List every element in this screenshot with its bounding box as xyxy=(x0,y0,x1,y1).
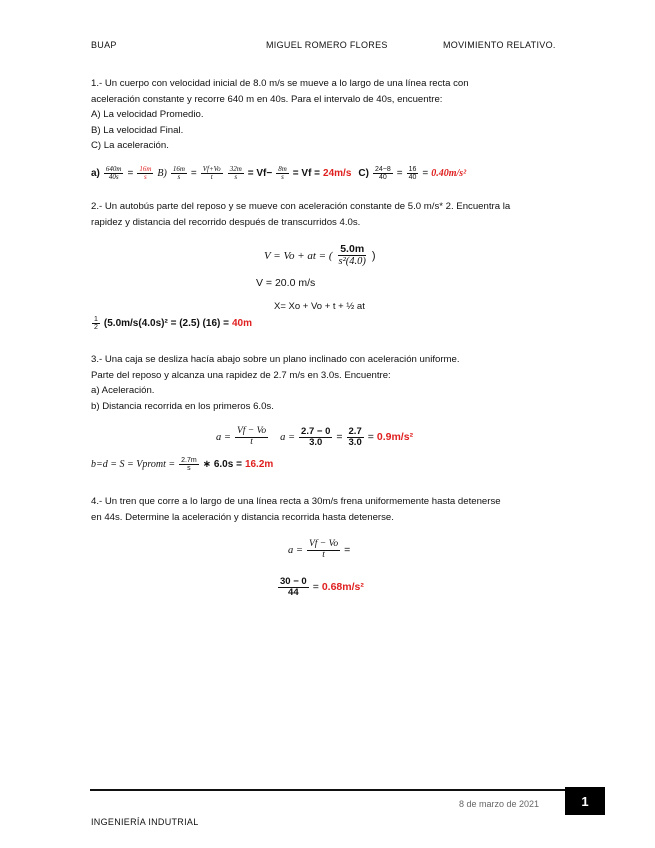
p1-item-a: A) La velocidad Promedio. xyxy=(91,109,204,120)
p3-eq-a1: a = xyxy=(216,431,231,443)
header-center: MIGUEL ROMERO FLORES xyxy=(266,40,388,50)
p1-frac-7: $\frac{24-8}{40}$ xyxy=(374,166,391,182)
p3-frac-3: $\frac{2.7}{3.0}$ xyxy=(348,426,362,448)
p1-frac-6: $\frac{8m}{s}$ xyxy=(278,165,287,182)
p3-eq-b2: ∗ 6.0s = xyxy=(202,459,242,471)
p1-item-c: C) La aceleración. xyxy=(91,140,169,151)
p2-line1: 2.- Un autobús parte del reposo y se mueve con aceleración constante de 5.0 m/s* 2. Encuentra la xyxy=(91,201,511,212)
header-left: BUAP xyxy=(91,40,117,50)
p1-frac-8: $\frac{16}{40}$ xyxy=(408,166,417,182)
p3-eq-b1: b=d = S = Vpromt = xyxy=(91,459,176,471)
p3-frac-1: $\frac{Vf - Vo}{t}$ xyxy=(236,426,267,447)
p3-frac-4: $\frac{2.7m}{s}$ xyxy=(181,457,197,473)
p2-eq4-frac: $\frac{1}{2}$ xyxy=(94,316,98,332)
p2-eq1-close: ) xyxy=(371,249,376,262)
p3-frac-2: $\frac{2.7 - 0}{3.0}$ xyxy=(301,426,331,448)
p3-line1: 3.- Una caja se desliza hacía abajo sobre un plano inclinado con aceleración uniforme. xyxy=(91,354,460,365)
p4-eq1-right: = xyxy=(344,544,351,557)
p2-eq4-answer: 40m xyxy=(231,318,252,330)
p2-eq1 xyxy=(264,244,376,267)
p1-label-a: a) xyxy=(91,168,100,180)
p1-line2: aceleración constante y recorre 640 m en 40s. Para el intervalo de 40s, encuentre: xyxy=(91,94,443,105)
p3-item-a: a) Aceleración. xyxy=(91,385,155,396)
p1-frac-5: $\frac{32m}{s}$ xyxy=(229,165,242,182)
footer-rule xyxy=(90,789,565,791)
header-right: MOVIMIENTO RELATIVO. xyxy=(443,40,556,50)
p4-eq2: $\frac{30 - 0}{44}$ = 0.68m/s² xyxy=(280,576,364,598)
p2-eq4-body: (5.0m/s(4.0s)² = (2.5) (16) = xyxy=(103,318,229,330)
p4-eq1 xyxy=(288,540,350,561)
p2-eq4 xyxy=(91,316,252,332)
p1-vf-text: = Vf− xyxy=(247,168,273,180)
p3-eq-b xyxy=(91,457,273,473)
p4-frac-2: $\frac{30 - 0}{44}$ xyxy=(280,576,307,598)
p1-vf-eq: = Vf = xyxy=(292,168,321,180)
p3-line2: Parte del reposo y alcanza una rapidez de 2.7 m/s en 3.0s. Encuentre: xyxy=(91,370,391,381)
p1-frac-4: $\frac{Vf+Vo}{t}$ xyxy=(202,165,221,182)
p1-label-b: B) xyxy=(157,168,167,180)
p3-item-b: b) Distancia recorrida en los primeros 6.0s. xyxy=(91,401,274,412)
p3-a-answer: 0.9m/s² xyxy=(376,431,414,444)
p1-solution: a) $\frac{640m}{40s}$ = $\frac{16m}{s}$ B) $\frac{16m}{s}$ = $\frac{Vf+Vo}{t}$ $\frac{32m}{s}$ = Vf− $\frac{8m}{s}$ = Vf = 24m/s C) $\frac{24-8}{40}$ = $\frac{16}{40}$ = 0.40m/s² xyxy=(91,165,467,182)
p1-label-c: C) xyxy=(358,168,369,180)
p2-eq2: V = 20.0 m/s xyxy=(256,277,316,289)
p1-c-answer: 0.40m/s² xyxy=(431,168,467,180)
p4-line1: 4.- Un tren que corre a lo largo de una línea recta a 30m/s frena uniformemente hasta detenerse xyxy=(91,496,501,507)
p4-eq1-left: a = xyxy=(288,544,303,556)
p1-frac-1: $\frac{640m}{40s}$ xyxy=(105,165,122,182)
page-number: 1 xyxy=(565,787,605,815)
p2-eq1-left: V = Vo + at = ( xyxy=(264,249,333,262)
p3-eq-a: a = $\frac{Vf - Vo}{t}$ a = $\frac{2.7 - 0}{3.0}$ = $\frac{2.7}{3.0}$ = 0.9m/s² xyxy=(216,426,414,448)
p3-b-answer: 16.2m xyxy=(244,459,274,471)
p3-eq-a2: a = xyxy=(280,431,296,443)
p2-eq1-frac: $\frac{5.0m}{\text{s²(4.0)}}$ xyxy=(338,243,366,268)
p1-vf-answer: 24m/s xyxy=(323,168,352,180)
p2-line2: rapidez y distancia del recorrido después de transcurridos 4.0s. xyxy=(91,217,361,228)
p4-frac-1: $\frac{Vf - Vo}{t}$ xyxy=(308,539,339,560)
p1-item-b: B) La velocidad Final. xyxy=(91,125,184,136)
p1-frac-3: $\frac{16m}{s}$ xyxy=(172,165,185,182)
p1-line1: 1.- Un cuerpo con velocidad inicial de 8.0 m/s se mueve a lo largo de una línea recta con xyxy=(91,78,469,89)
p2-eq3: X= Xo + Vo + t + ½ at xyxy=(274,301,365,312)
p4-line2: en 44s. Determine la aceleración y distancia recorrida hasta detenerse. xyxy=(91,512,394,523)
p1-frac-2: $\frac{16m}{s}$ xyxy=(139,165,152,182)
footer-date: 8 de marzo de 2021 xyxy=(459,799,540,809)
p4-answer: 0.68m/s² xyxy=(321,581,364,594)
footer-department: INGENIERÍA INDUTRIAL xyxy=(91,817,199,827)
